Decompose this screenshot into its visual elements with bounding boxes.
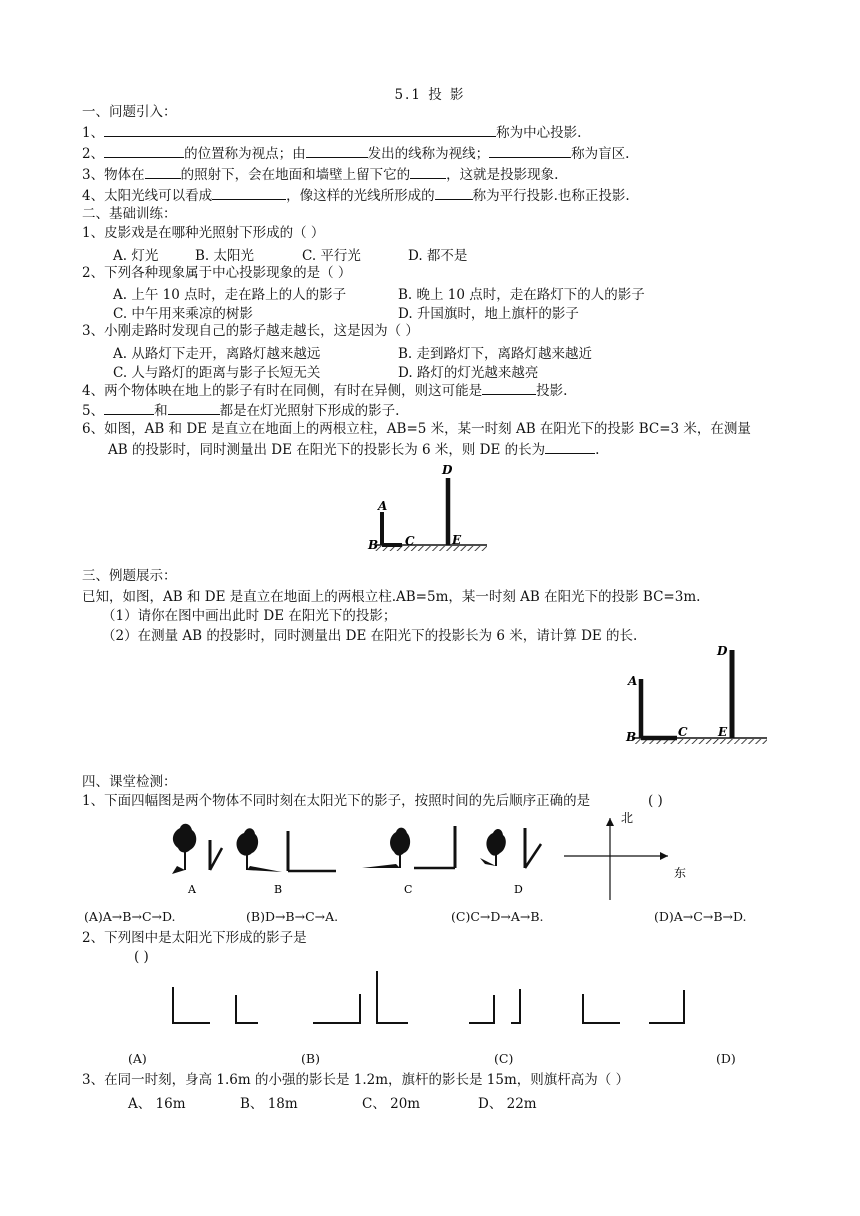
s4-q3-option-c[interactable]: C、 20m — [362, 1096, 421, 1112]
s4-q2-label-a[interactable]: (A) — [128, 1051, 147, 1066]
label-b: B — [368, 538, 379, 552]
s4-q2-stem: 2、下列图中是太阳光下形成的影子是 — [82, 930, 307, 946]
s4-q3-stem: 3、在同一时刻，身高 1.6m 的小强的影长是 1.2m，旗杆的影长是 15m，则旗杆高为（ ） — [82, 1072, 630, 1088]
s2-q3-option-d[interactable]: D. 路灯的灯光越来越亮 — [398, 365, 539, 381]
answer-paren: ( ) — [648, 793, 663, 809]
label-b: B — [626, 730, 637, 744]
s2-q3-option-a[interactable]: A. 从路灯下走开，离路灯越来越远 — [113, 346, 321, 362]
s4-q2-label-d[interactable]: (D) — [716, 1051, 736, 1066]
label-c: C — [678, 725, 688, 739]
s2-question-5: 5、 和 都是在灯光照射下形成的影子. — [82, 403, 400, 419]
s4-q1-option-b[interactable]: (B)D→B→C→A. — [246, 909, 339, 924]
east-label: 东 — [674, 866, 687, 880]
s2-q1-stem: 1、皮影戏是在哪种光照射下形成的（ ） — [82, 225, 325, 241]
s2-question-4: 4、两个物体映在地上的影子有时在同侧，有时在异侧，则这可能是 投影. — [82, 383, 568, 399]
section-3-heading: 三、例题展示： — [82, 568, 177, 584]
s4-q2-paren: ( ) — [134, 949, 149, 965]
s2-q6-line-1: 6、如图，AB 和 DE 是直立在地面上的两根立柱，AB=5 米，某一时刻 AB 在阳光下的投影 BC=3 米，在测量 — [82, 421, 751, 437]
s2-q2-stem: 2、下列各种现象属于中心投影现象的是（ ） — [82, 265, 352, 281]
option-b-figure — [313, 971, 408, 1023]
s1-question-1: 1、 称为中心投影. — [82, 125, 582, 141]
figure-a-label: A — [188, 883, 196, 896]
figure-d-label: D — [514, 883, 523, 896]
label-c: C — [405, 534, 415, 548]
north-label: 北 — [621, 811, 634, 825]
label-a: A — [628, 674, 638, 688]
s2-q3-option-c[interactable]: C. 人与路灯的距离与影子长短无关 — [113, 365, 321, 381]
s2-q1-option-b[interactable]: B. 太阳光 — [195, 248, 255, 264]
label-e: E — [718, 725, 728, 739]
figure-b-label: B — [274, 883, 283, 896]
s4-q3-option-d[interactable]: D、 22m — [478, 1096, 537, 1112]
option-c-figure — [469, 989, 520, 1023]
s4-q2-label-c[interactable]: (C) — [494, 1051, 514, 1066]
label-a: A — [378, 499, 388, 513]
figure-c-label: C — [404, 883, 413, 896]
s1-question-2: 2、 的位置称为视点；由 发出的线称为视线； 称为盲区. — [82, 146, 630, 162]
s4-q1-stem: 1、下面四幅图是两个物体不同时刻在太阳光下的影子，按照时间的先后顺序正确的是 ( ) — [82, 793, 663, 809]
s1-question-4: 4、太阳光线可以看成 ，像这样的光线所形成的 称为平行投影.也称正投影. — [82, 188, 630, 204]
s3-line-1: 已知，如图，AB 和 DE 是直立在地面上的两根立柱.AB=5m，某一时刻 AB 在阳光下的投影 BC=3m. — [82, 589, 701, 605]
s2-q2-option-d[interactable]: D. 升国旗时，地上旗杆的影子 — [398, 306, 579, 322]
s4-q3-option-a[interactable]: A、 16m — [128, 1096, 186, 1112]
label-e: E — [452, 533, 462, 547]
label-d: D — [442, 463, 453, 477]
s2-q1-option-d[interactable]: D. 都不是 — [408, 248, 468, 264]
s4-q2-label-b[interactable]: (B) — [301, 1051, 320, 1066]
s2-q1-option-a[interactable]: A. 灯光 — [113, 248, 159, 264]
s2-q2-option-b[interactable]: B. 晚上 10 点时，走在路灯下的人的影子 — [398, 287, 645, 303]
s3-line-2: （1）请你在图中画出此时 DE 在阳光下的投影； — [102, 608, 397, 624]
section-1-heading: 一、问题引入： — [82, 104, 177, 120]
s2-q2-option-a[interactable]: A. 上午 10 点时，走在路上的人的影子 — [113, 287, 347, 303]
label-d: D — [717, 644, 728, 658]
s2-q2-option-c[interactable]: C. 中午用来乘凉的树影 — [113, 306, 253, 322]
s4-q1-option-d[interactable]: (D)A→C→B→D. — [654, 909, 747, 924]
s2-q3-option-b[interactable]: B. 走到路灯下，离路灯越来越近 — [398, 346, 593, 362]
s4-q1-option-c[interactable]: (C)C→D→A→B. — [451, 909, 544, 924]
option-d-figure — [583, 990, 684, 1023]
s2-q3-stem: 3、小刚走路时发现自己的影子越走越长，这是因为（ ） — [82, 323, 419, 339]
s4-q1-option-a[interactable]: (A)A→B→C→D. — [84, 909, 176, 924]
option-a-figure — [173, 987, 258, 1023]
s1-question-3: 3、物体在 的照射下，会在地面和墙壁上留下它的 ，这就是投影现象. — [82, 167, 559, 183]
section-2-heading: 二、基础训练： — [82, 206, 177, 222]
page-title: 5.1 投 影 — [394, 87, 466, 103]
s4-q3-option-b[interactable]: B、 18m — [240, 1096, 298, 1112]
section-4-heading: 四、课堂检测： — [82, 774, 177, 790]
s2-q1-option-c[interactable]: C. 平行光 — [302, 248, 361, 264]
s3-line-3: （2）在测量 AB 的投影时，同时测量出 DE 在阳光下的投影长为 6 米，请计算 DE 的长. — [102, 628, 638, 644]
s2-q6-line-2: AB 的投影时，同时测量出 DE 在阳光下的投影长为 6 米，则 DE 的长为 . — [108, 442, 600, 458]
